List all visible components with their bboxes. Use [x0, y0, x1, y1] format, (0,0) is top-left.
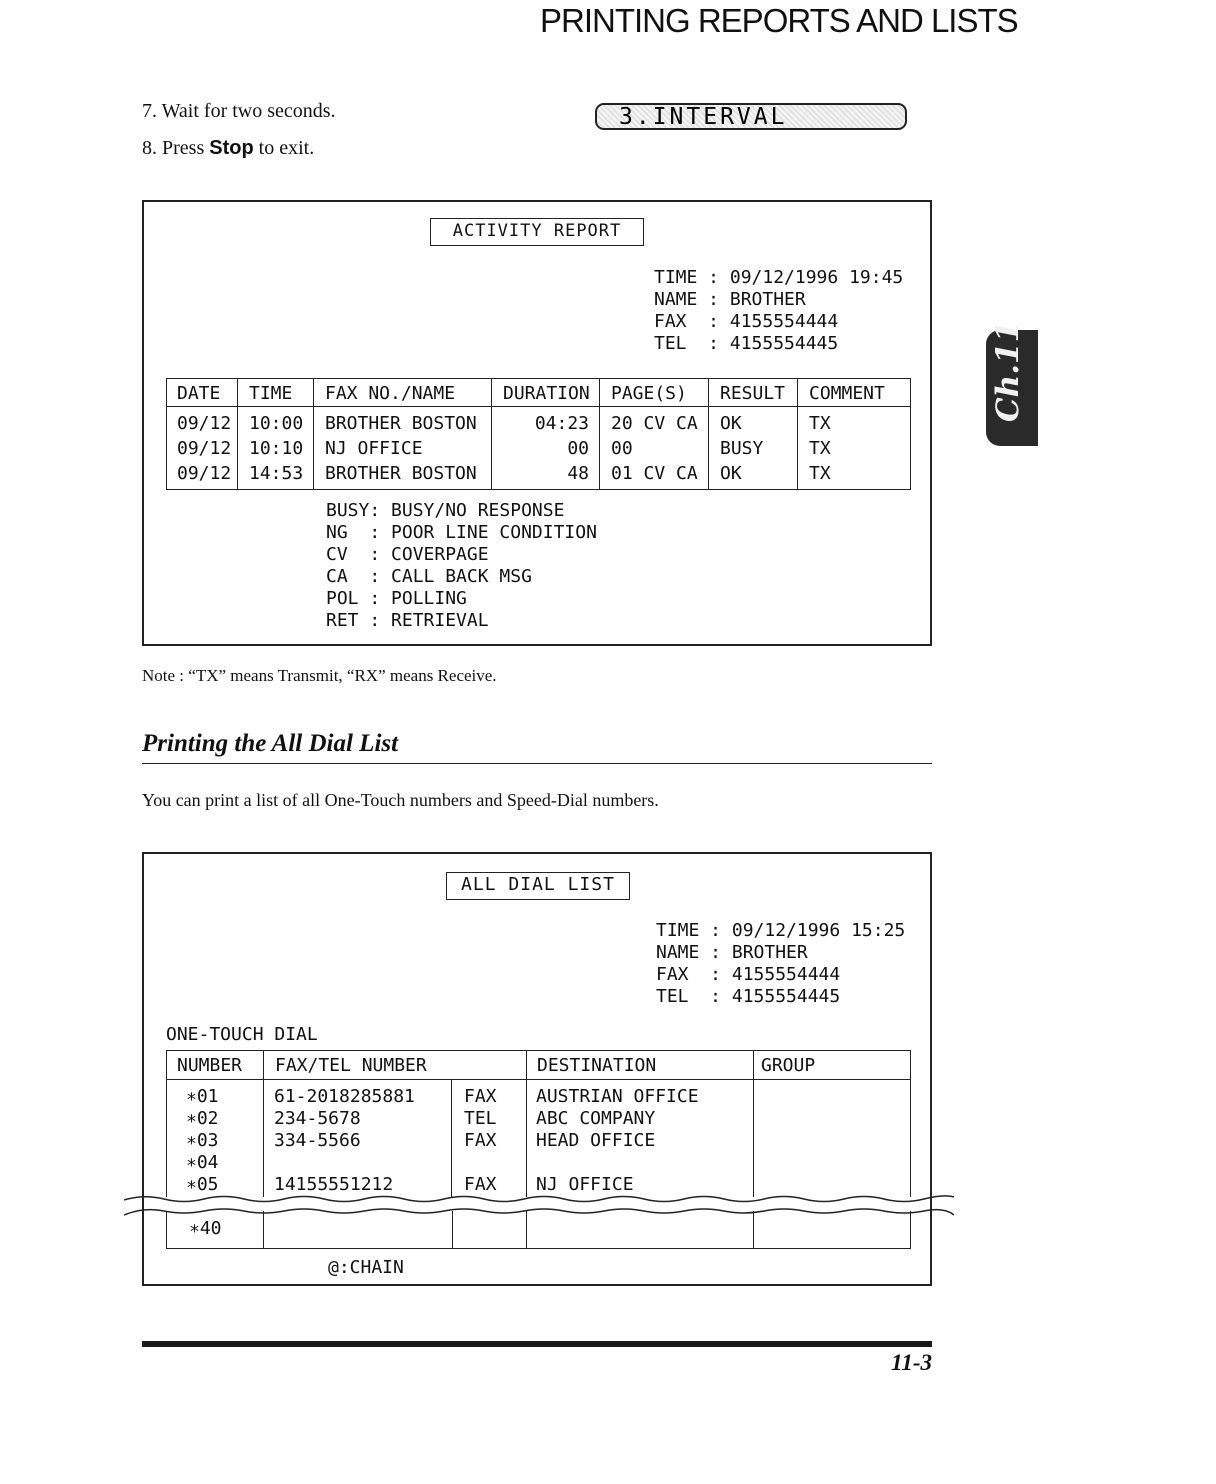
column-divider [708, 379, 709, 489]
dial-phone: 234-5678 [274, 1108, 361, 1129]
list-header-time: TIME : 09/12/1996 15:25 [656, 920, 906, 941]
header-divider [167, 406, 910, 407]
dial-destination: AUSTRIAN OFFICE [536, 1086, 699, 1107]
column-header-comment: COMMENT [809, 383, 885, 404]
dial-phone: 334-5566 [274, 1130, 361, 1151]
cell-pages: 01 CV CA [611, 463, 698, 484]
activity-report [142, 200, 932, 646]
column-header-duration: DURATION [503, 383, 590, 404]
dial-type: TEL [464, 1108, 497, 1129]
note-text: Note : “TX” means Transmit, “RX” means Receive. [142, 666, 497, 685]
dial-number: ∗03 [186, 1130, 219, 1151]
cell-comment: TX [809, 463, 831, 484]
cell-result: OK [720, 413, 742, 434]
cell-pages: 00 [611, 438, 633, 459]
cell-time: 14:53 [249, 463, 304, 484]
column-divider [263, 1211, 264, 1248]
chapter-tab [986, 320, 1038, 446]
cell-name: NJ OFFICE [325, 438, 423, 459]
step-text: Wait for two seconds. [161, 100, 336, 122]
list-header-fax: FAX : 4155554444 [656, 964, 841, 985]
dial-number: ∗04 [186, 1152, 219, 1173]
dial-destination: NJ OFFICE [536, 1174, 634, 1195]
dial-table-bottom [166, 1211, 911, 1249]
column-header-date: DATE [177, 383, 221, 404]
cell-duration: 48 [567, 463, 589, 484]
column-divider [263, 1051, 264, 1197]
section-title: Printing the All Dial List [142, 730, 399, 757]
list-header-name: NAME : BROTHER [656, 942, 808, 963]
column-divider [526, 1051, 527, 1197]
dial-destination: HEAD OFFICE [536, 1130, 656, 1151]
cell-name: BROTHER BOSTON [325, 463, 477, 484]
dial-number: ∗01 [186, 1086, 219, 1107]
report-title: ACTIVITY REPORT [430, 218, 644, 246]
step-number: 8. [142, 137, 157, 159]
cell-comment: TX [809, 438, 831, 459]
step-8 [142, 137, 314, 160]
column-header-destination: DESTINATION [537, 1055, 657, 1076]
column-header-number: NUMBER [177, 1055, 243, 1076]
column-divider [753, 1051, 754, 1197]
report-header-time: TIME : 09/12/1996 19:45 [654, 267, 904, 288]
chain-footnote: @:CHAIN [328, 1257, 404, 1278]
one-touch-dial-label: ONE-TOUCH DIAL [166, 1024, 318, 1045]
dial-type: FAX [464, 1174, 497, 1195]
report-header-name: NAME : BROTHER [654, 289, 806, 310]
dial-number-last: ∗40 [189, 1218, 222, 1239]
cell-time: 10:10 [249, 438, 304, 459]
column-header-fax-name: FAX NO./NAME [325, 383, 456, 404]
step-text-pre: Press [162, 137, 210, 159]
column-header-fax-tel-number: FAX/TEL NUMBER [275, 1055, 427, 1076]
dial-destination: ABC COMPANY [536, 1108, 656, 1129]
column-divider [526, 1211, 527, 1248]
activity-table [166, 378, 911, 490]
cell-time: 10:00 [249, 413, 304, 434]
chapter-tab-label: Ch.11 [990, 320, 1026, 422]
step-text-post: to exit. [253, 137, 315, 159]
dial-phone: 61-2018285881 [274, 1086, 415, 1107]
legend-cv: CV : COVERPAGE [326, 544, 489, 565]
report-header-fax: FAX : 4155554444 [654, 311, 839, 332]
dial-phone: 14155551212 [274, 1174, 394, 1195]
column-divider [753, 1211, 754, 1248]
dial-type: FAX [464, 1130, 497, 1151]
page-number: 11-3 [891, 1350, 932, 1375]
cell-comment: TX [809, 413, 831, 434]
stop-key-label: Stop [209, 137, 254, 159]
list-header-tel: TEL : 4155554445 [656, 986, 841, 1007]
report-header-tel: TEL : 4155554445 [654, 333, 839, 354]
list-title: ALL DIAL LIST [446, 872, 630, 900]
footer-rule [142, 1341, 932, 1347]
cell-duration: 04:23 [534, 413, 589, 434]
legend-ca: CA : CALL BACK MSG [326, 566, 532, 587]
column-divider [237, 379, 238, 489]
dial-number: ∗02 [186, 1108, 219, 1129]
legend-ret: RET : RETRIEVAL [326, 610, 489, 631]
cell-result: OK [720, 463, 742, 484]
step-7 [142, 100, 336, 123]
section-rule [142, 763, 932, 764]
column-divider [313, 379, 314, 489]
column-divider [797, 379, 798, 489]
lcd-display-text: 3.INTERVAL [619, 104, 788, 130]
column-divider [599, 379, 600, 489]
cell-result: BUSY [720, 438, 764, 459]
all-dial-list [142, 852, 932, 1286]
cell-duration: 00 [567, 438, 589, 459]
column-header-group: GROUP [761, 1055, 816, 1076]
legend-pol: POL : POLLING [326, 588, 467, 609]
section-intro: You can print a list of all One-Touch numbers and Speed-Dial numbers. [142, 790, 659, 810]
cell-pages: 20 CV CA [611, 413, 698, 434]
column-header-result: RESULT [720, 383, 786, 404]
legend-busy: BUSY: BUSY/NO RESPONSE [326, 500, 565, 521]
cell-date: 09/12 [177, 413, 232, 434]
cell-date: 09/12 [177, 438, 232, 459]
dial-number: ∗05 [186, 1174, 219, 1195]
dial-type: FAX [464, 1086, 497, 1107]
header-divider [167, 1079, 910, 1080]
cell-name: BROTHER BOSTON [325, 413, 477, 434]
step-number: 7. [142, 100, 157, 122]
page-header: PRINTING REPORTS AND LISTS [540, 2, 1018, 39]
lcd-display [595, 103, 907, 130]
column-divider [452, 1211, 453, 1248]
column-header-time: TIME [249, 383, 293, 404]
type-column-divider [451, 1079, 452, 1197]
legend-ng: NG : POOR LINE CONDITION [326, 522, 597, 543]
column-divider [491, 379, 492, 489]
cell-date: 09/12 [177, 463, 232, 484]
column-header-pages: PAGE(S) [611, 383, 687, 404]
